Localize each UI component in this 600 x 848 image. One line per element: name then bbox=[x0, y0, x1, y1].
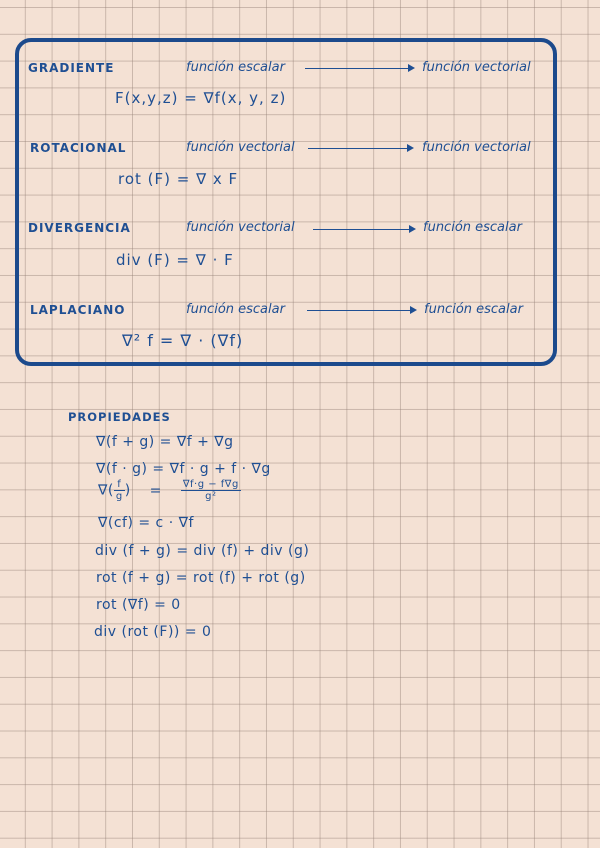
property-8: div (rot (F)) = 0 bbox=[94, 624, 212, 640]
property-3-rhs-den: g² bbox=[205, 491, 217, 502]
divergencia-formula: div (F) = ∇ · F bbox=[116, 251, 234, 269]
property-3-rhs-fraction bbox=[181, 479, 241, 502]
property-3-lhs-num: f bbox=[114, 479, 125, 491]
laplaciano-formula: ∇² f = ∇ · (∇f) bbox=[122, 331, 244, 350]
divergencia-arrow bbox=[313, 229, 414, 230]
heading-laplaciano: LAPLACIANO bbox=[30, 303, 126, 317]
property-3-lhs-fraction bbox=[114, 479, 125, 502]
property-2: ∇(f · g) = ∇f · g + f · ∇g bbox=[96, 461, 271, 477]
heading-gradiente: GRADIENTE bbox=[28, 61, 115, 75]
rotacional-from: función vectorial bbox=[186, 140, 295, 155]
gradiente-formula: F(x,y,z) = ∇f(x, y, z) bbox=[115, 89, 287, 107]
gradiente-to: función vectorial bbox=[422, 60, 531, 75]
property-4: ∇(cf) = c · ∇f bbox=[98, 515, 194, 531]
laplaciano-from: función escalar bbox=[186, 302, 285, 317]
gradiente-from: función escalar bbox=[186, 60, 285, 75]
heading-rotacional: ROTACIONAL bbox=[30, 141, 127, 155]
rotacional-arrow bbox=[308, 148, 412, 149]
divergencia-to: función escalar bbox=[423, 220, 522, 235]
laplaciano-arrow bbox=[307, 310, 415, 311]
property-3-lhs-prefix: ∇ bbox=[98, 482, 108, 499]
divergencia-from: función vectorial bbox=[186, 220, 295, 235]
heading-divergencia: DIVERGENCIA bbox=[28, 221, 131, 235]
properties-title: PROPIEDADES bbox=[68, 410, 171, 424]
property-1: ∇(f + g) = ∇f + ∇g bbox=[96, 434, 234, 450]
rotacional-to: función vectorial bbox=[422, 140, 531, 155]
property-3-rhs-num: ∇f·g − f∇g bbox=[182, 479, 239, 490]
gradiente-arrow bbox=[305, 68, 413, 69]
laplaciano-to: función escalar bbox=[424, 302, 523, 317]
rotacional-formula: rot (F) = ∇ x F bbox=[118, 170, 239, 188]
property-3: ∇( $\frac{f}{g}$ ) = $\frac{\nabla f\cdot g - f\nabla g}{\text{g²}}$ bbox=[98, 479, 239, 502]
property-5: div (f + g) = div (f) + div (g) bbox=[95, 543, 310, 559]
property-7: rot (∇f) = 0 bbox=[96, 597, 181, 613]
property-3-lhs-den: g bbox=[115, 491, 123, 502]
property-6: rot (f + g) = rot (f) + rot (g) bbox=[96, 570, 306, 586]
